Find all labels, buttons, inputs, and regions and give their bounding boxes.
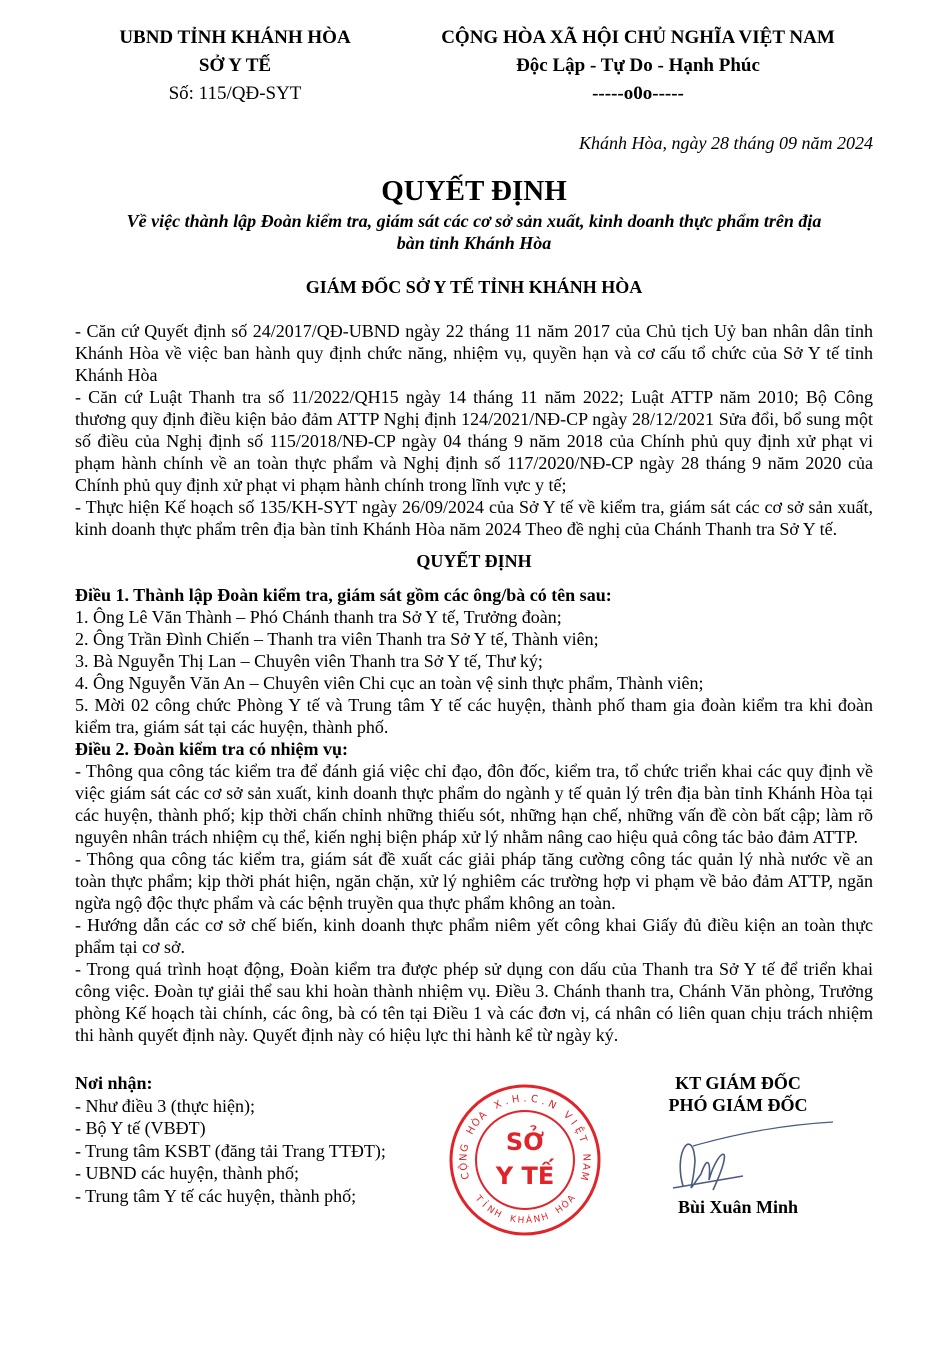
stamp-ring-letter: A — [476, 1109, 490, 1123]
agency-name: UBND TỈNH KHÁNH HÒA — [119, 27, 351, 48]
stamp-ring-letter: A — [579, 1162, 592, 1171]
header-right — [398, 24, 878, 108]
stamp-ring-letter: N — [546, 1098, 558, 1112]
stamp-ring-letter: C — [459, 1170, 473, 1181]
stamp-ring-letter: I — [568, 1118, 579, 1128]
header-left — [90, 24, 380, 108]
preamble-item: - Thực hiện Kế hoạch số 135/KH-SYT ngày 26/09/2024 của Sở Y tế về kiểm tra, giám sát các cơ sở sản xuất, kinh doanh thực phẩm trên địa bàn tỉnh Khánh Hòa năm 2024 Theo đề nghị của Chánh Thanh tra Sở Y tế. — [75, 497, 873, 539]
official-stamp — [445, 1080, 605, 1240]
subtitle-line-1: Về việc thành lập Đoàn kiểm tra, giám sát các cơ sở sản xuất, kinh doanh thực phẩm trên địa — [126, 211, 822, 231]
stamp-ring-letter: H — [517, 1215, 525, 1227]
member-item: 3. Bà Nguyễn Thị Lan – Chuyên viên Thanh tra Sở Y tế, Thư ký; — [75, 651, 543, 671]
signature-line-1: KT GIÁM ĐỐC — [675, 1073, 801, 1093]
decision-content — [75, 320, 873, 1046]
signature-scribble — [613, 1116, 863, 1196]
footer — [75, 1072, 873, 1240]
stamp-ring-letter: H — [511, 1093, 521, 1106]
member-item: 2. Ông Trần Đình Chiến – Thanh tra viên Thanh tra Sở Y tế, Thành viên; — [75, 629, 599, 649]
preamble-item: - Căn cứ Quyết định số 24/2017/QĐ-UBND ngày 22 tháng 11 năm 2017 của Chủ tịch Uỷ ban nhân dân tỉnh Khánh Hòa về việc ban hành quy định chức năng, nhiệm vụ, quyền hạn và cơ cấu tổ chức của Sở Y tế tỉnh Khánh Hòa — [75, 321, 873, 385]
duty-item: - Thông qua công tác kiểm tra, giám sát đề xuất các giải pháp tăng cường công tác quản lý nhà nước về an toàn thực phẩm; kịp thời phát hiện, ngăn chặn, xử lý nghiêm các trường hợp vi phạm về bảo đảm ATTP, ngăn ngừa ngộ độc thực phẩm và các bệnh truyền qua thực phẩm không an toàn. — [75, 849, 873, 913]
stamp-ring-letter: . — [503, 1096, 510, 1108]
member-item: 5. Mời 02 công chức Phòng Y tế và Trung tâm Y tế các huyện, thành phố tham gia đoàn kiểm tra khi đoàn kiểm tra, giám sát tại các huyện, thành phố. — [75, 695, 873, 737]
recipient-item: - Trung tâm KSBT (đăng tải Trang TTĐT); — [75, 1140, 386, 1161]
article-2-heading: Điều 2. Đoàn kiểm tra có nhiệm vụ: — [75, 739, 348, 759]
member-item: 1. Ông Lê Văn Thành – Phó Chánh thanh tra Sở Y tế, Trưởng đoàn; — [75, 607, 562, 627]
stamp-ring-letter: Ộ — [458, 1162, 471, 1172]
recipients-heading: Nơi nhận: — [75, 1073, 153, 1093]
subtitle-line-2: bàn tỉnh Khánh Hòa — [396, 233, 552, 253]
stamp-ring-letter: T — [576, 1134, 589, 1144]
separator: -----o0o----- — [592, 83, 684, 104]
stamp-center-line-1: SỞ — [505, 1128, 545, 1156]
stamp-ring-letter: G — [459, 1143, 472, 1153]
stamp-center-line-2: Y TẾ — [495, 1162, 555, 1190]
stamp-ring-letter: Á — [525, 1215, 533, 1227]
stamp-ring-letter: H — [492, 1208, 503, 1221]
stamp-ring-letter: Ò — [469, 1116, 484, 1130]
signer-name: Bùi Xuân Minh — [677, 1197, 799, 1217]
stamp-ring-letter: N — [484, 1204, 496, 1217]
stamp-ring-letter: A — [565, 1193, 578, 1205]
document-number: Số: 115/QĐ-SYT — [168, 83, 302, 104]
nation-name: CỘNG HÒA XÃ HỘI CHỦ NGHĨA VIỆT NAM — [441, 27, 835, 48]
signature-line-2: PHÓ GIÁM ĐỐC — [668, 1095, 808, 1115]
recipient-item: - UBND các huyện, thành phố; — [75, 1163, 299, 1183]
stamp-ring-letter: H — [464, 1124, 479, 1137]
stamp-ring-letter: N — [532, 1214, 542, 1226]
stamp-ring-letter: H — [554, 1204, 566, 1217]
duty-item: - Thông qua công tác kiểm tra để đánh giá việc chỉ đạo, đôn đốc, kiểm tra, tổ chức triển khai các quy định về việc giám sát các cơ sở sản xuất, kinh doanh thực phẩm do ngành y tế quản lý trên địa bàn tỉnh Khánh Hòa tại các huyện, thành phố; kịp thời chấn chỉnh những thiếu sót, những hạn chế, những vấn đề còn bất cập; làm rõ nguyên nhân trách nhiệm cụ thể, kiến nghị biện pháp xử lý nhằm nâng cao hiệu quả công tác bảo đảm ATTP. — [75, 761, 873, 847]
stamp-ring-letter: V — [560, 1109, 574, 1123]
document-title: QUYẾT ĐỊNH — [381, 175, 567, 207]
signature-block — [613, 1072, 863, 1218]
authority-heading: GIÁM ĐỐC SỞ Y TẾ TỈNH KHÁNH HÒA — [305, 277, 643, 297]
member-item: 4. Ông Nguyễn Văn An – Chuyên viên Chi cục an toàn vệ sinh thực phẩm, Thành viên; — [75, 673, 704, 693]
recipient-item: - Trung tâm Y tế các huyện, thành phố; — [75, 1185, 357, 1206]
stamp-ring-letter: X — [492, 1098, 504, 1112]
document-subtitle — [75, 210, 873, 254]
stamp-ring-letter: H — [540, 1211, 550, 1224]
stamp-ring-letter: . — [540, 1096, 547, 1108]
stamp-ring-letter: Ệ — [572, 1125, 585, 1137]
stamp-ring-letter: N — [580, 1153, 592, 1162]
stamp-ring-letter: T — [472, 1193, 484, 1205]
stamp-ring-letter: . — [523, 1093, 527, 1105]
recipient-item: - Bộ Y tế (VBĐT) — [75, 1118, 206, 1138]
preamble-item: - Căn cứ Luật Thanh tra số 11/2022/QH15 ngày 14 tháng 11 năm 2022; Luật ATTP năm 2010; Bộ Công thương quy định điều kiện bảo đảm ATTP Nghị định 124/2021/NĐ-CP ngày 28/12/2021 Sửa đổi, bổ sung một số điều của Nghị định số 115/2018/NĐ-CP ngày 04 tháng 9 năm 2018 của Chính phủ quy định xử phạt vi phạm hành chính về an toàn thực phẩm và Nghị định số 117/2020/NĐ-CP ngày 28 tháng 9 năm 2020 của Chính phủ quy định xử phạt vi phạm hành chính trong lĩnh vực y tế; — [75, 387, 873, 495]
department-name: SỞ Y TẾ — [198, 55, 272, 76]
stamp-ring-letter: Ò — [560, 1199, 573, 1212]
stamp-ring-letter: Ỉ — [479, 1200, 489, 1210]
article-1-heading: Điều 1. Thành lập Đoàn kiểm tra, giám sát gồm các ông/bà có tên sau: — [75, 585, 612, 605]
document-body — [75, 132, 873, 1240]
recipients — [75, 1072, 445, 1207]
stamp-ring-letter: K — [508, 1214, 517, 1226]
recipient-item: - Như điều 3 (thực hiện); — [75, 1095, 255, 1116]
duty-item: - Trong quá trình hoạt động, Đoàn kiểm tra được phép sử dụng con dấu của Thanh tra Sở Y tế để triển khai công việc. Đoàn tự giải thể sau khi hoàn thành nhiệm vụ. Điều 3. Chánh thanh tra, Chánh Văn phòng, Trưởng phòng Kế hoạch tài chính, các ông, bà có tên tại Điều 1 và các đơn vị, cá nhân có liên quan chịu trách nhiệm thi hành quyết định này. Quyết định này có hiệu lực thi hành kể từ ngày ký. — [75, 959, 873, 1045]
date-line: Khánh Hòa, ngày 28 tháng 09 năm 2024 — [579, 133, 873, 153]
duty-item: - Hướng dẫn các cơ sở chế biến, kinh doanh thực phẩm niêm yết công khai Giấy đủ điều kiện an toàn thực phẩm tại cơ sở. — [75, 915, 873, 957]
stamp-ring-letter: C — [529, 1093, 539, 1106]
stamp-ring-letter: M — [577, 1170, 591, 1182]
stamp-ring-letter: N — [458, 1153, 470, 1162]
decision-heading: QUYẾT ĐỊNH — [416, 551, 532, 571]
motto: Độc Lập - Tự Do - Hạnh Phúc — [516, 55, 760, 76]
